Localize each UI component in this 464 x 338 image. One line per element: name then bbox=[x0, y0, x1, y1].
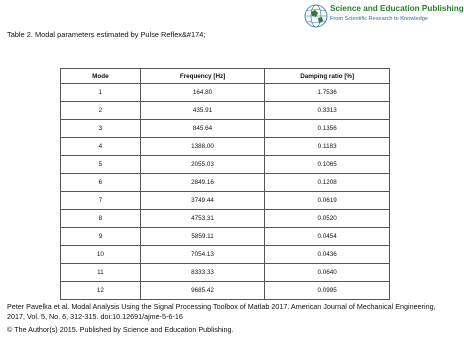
table-row bbox=[61, 138, 390, 156]
column-header-frequency: Frequency [Hz] bbox=[140, 69, 265, 84]
cell-mode: 3 bbox=[61, 120, 141, 138]
cell-mode: 10 bbox=[61, 246, 141, 264]
citation-text: Peter Pavelka et al. Modal Analysis Using the Signal Processing Toolbox of Matlab 2017. American Journal of Mechanical Engineering, 2017, Vol. 5, No. 6, 312-315. doi:10.12691/ajme-5-6-16 bbox=[7, 302, 436, 321]
table-row bbox=[61, 282, 390, 300]
cell-damping: 0.0520 bbox=[265, 210, 390, 228]
cell-mode: 11 bbox=[61, 264, 141, 282]
cell-frequency: 1388.00 bbox=[140, 138, 265, 156]
copyright-notice: © The Author(s) 2015. Published by Science and Education Publishing. bbox=[7, 325, 234, 334]
cell-frequency: 2055.03 bbox=[140, 156, 265, 174]
cell-frequency: 435.91 bbox=[140, 102, 265, 120]
cell-mode: 2 bbox=[61, 102, 141, 120]
cell-frequency: 5859.11 bbox=[140, 228, 265, 246]
publisher-name: Science and Education Publishing bbox=[330, 4, 464, 13]
cell-damping: 0.0995 bbox=[265, 282, 390, 300]
column-header-mode: Mode bbox=[61, 69, 141, 84]
cell-frequency: 2849.16 bbox=[140, 174, 265, 192]
cell-mode: 6 bbox=[61, 174, 141, 192]
cell-mode: 8 bbox=[61, 210, 141, 228]
publisher-tagline: From Scientific Research to Knowledge bbox=[330, 16, 428, 22]
publisher-logo-text bbox=[330, 4, 464, 22]
table-row bbox=[61, 174, 390, 192]
globe-icon bbox=[305, 5, 327, 27]
cell-frequency: 4753.31 bbox=[140, 210, 265, 228]
cell-mode: 12 bbox=[61, 282, 141, 300]
cell-mode: 1 bbox=[61, 84, 141, 102]
table-row bbox=[61, 264, 390, 282]
table-header-row bbox=[61, 69, 390, 84]
cell-frequency: 845.64 bbox=[140, 120, 265, 138]
cell-mode: 9 bbox=[61, 228, 141, 246]
table-row bbox=[61, 156, 390, 174]
cell-frequency: 164.80 bbox=[140, 84, 265, 102]
modal-parameters-table bbox=[60, 68, 390, 300]
cell-damping: 0.1356 bbox=[265, 120, 390, 138]
cell-damping: 0.3313 bbox=[265, 102, 390, 120]
cell-damping: 0.0436 bbox=[265, 246, 390, 264]
column-header-damping: Damping ratio [%] bbox=[265, 69, 390, 84]
cell-damping: 0.0454 bbox=[265, 228, 390, 246]
cell-damping: 0.0640 bbox=[265, 264, 390, 282]
table-row bbox=[61, 228, 390, 246]
table-row bbox=[61, 246, 390, 264]
table-row bbox=[61, 192, 390, 210]
cell-frequency: 3749.44 bbox=[140, 192, 265, 210]
cell-mode: 7 bbox=[61, 192, 141, 210]
cell-damping: 1.7536 bbox=[265, 84, 390, 102]
cell-frequency: 7054.13 bbox=[140, 246, 265, 264]
cell-frequency: 8333.33 bbox=[140, 264, 265, 282]
cell-damping: 0.0619 bbox=[265, 192, 390, 210]
table-row bbox=[61, 120, 390, 138]
cell-damping: 0.1183 bbox=[265, 138, 390, 156]
cell-frequency: 9685.42 bbox=[140, 282, 265, 300]
table-caption: Table 2. Modal parameters estimated by Pulse Reflex&#174; bbox=[7, 30, 206, 39]
cell-mode: 5 bbox=[61, 156, 141, 174]
cell-damping: 0.1208 bbox=[265, 174, 390, 192]
cell-mode: 4 bbox=[61, 138, 141, 156]
table-row bbox=[61, 84, 390, 102]
table-row bbox=[61, 102, 390, 120]
cell-damping: 0.1065 bbox=[265, 156, 390, 174]
table-row bbox=[61, 210, 390, 228]
